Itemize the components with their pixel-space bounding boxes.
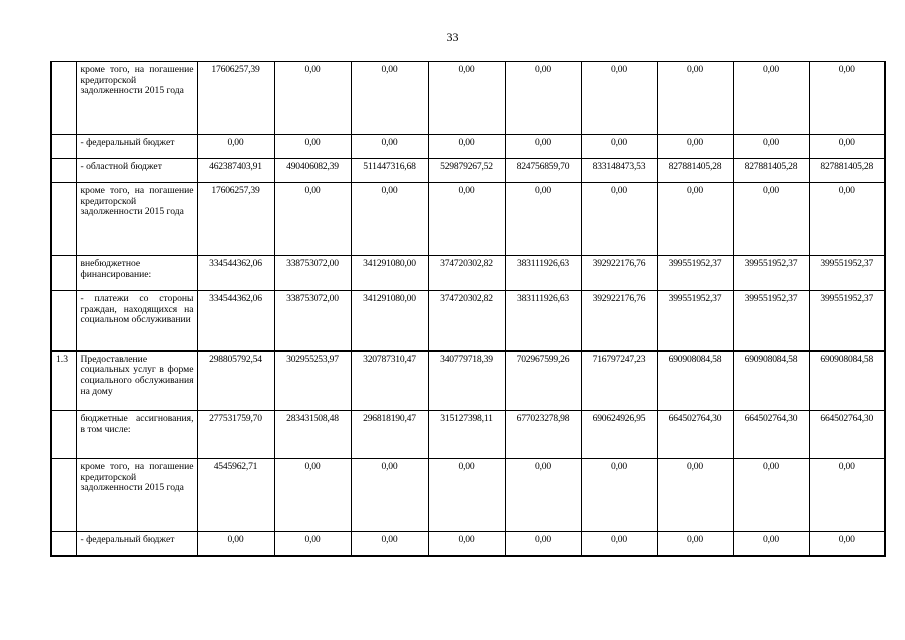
value-cell: 0,00 (274, 135, 351, 159)
value-cell: 338753072,00 (274, 256, 351, 291)
value-cell: 0,00 (581, 459, 657, 532)
value-cell: 341291080,00 (351, 291, 428, 351)
value-cell: 0,00 (657, 62, 733, 135)
table-row (51, 159, 885, 183)
row-label-cell: - областной бюджет (76, 159, 197, 183)
value-cell: 4545962,71 (197, 459, 274, 532)
value-cell: 0,00 (809, 183, 885, 256)
value-cell: 0,00 (657, 183, 733, 256)
row-label-cell: - федеральный бюджет (76, 532, 197, 556)
value-cell: 0,00 (351, 135, 428, 159)
row-number-cell (51, 135, 76, 159)
row-number-cell (51, 532, 76, 556)
value-cell: 334544362,06 (197, 291, 274, 351)
row-number-cell (51, 459, 76, 532)
table-row (51, 256, 885, 291)
table-row (51, 135, 885, 159)
value-cell: 827881405,28 (809, 159, 885, 183)
value-cell: 0,00 (274, 532, 351, 556)
value-cell: 0,00 (428, 135, 505, 159)
value-cell: 341291080,00 (351, 256, 428, 291)
value-cell: 0,00 (428, 532, 505, 556)
value-cell: 0,00 (274, 183, 351, 256)
value-cell: 0,00 (733, 532, 809, 556)
value-cell: 690908084,58 (733, 351, 809, 411)
value-cell: 0,00 (274, 459, 351, 532)
row-label-cell: бюджетные ассигнования, в том числе: (76, 411, 197, 459)
value-cell: 511447316,68 (351, 159, 428, 183)
value-cell: 0,00 (809, 532, 885, 556)
row-number-cell (51, 159, 76, 183)
value-cell: 0,00 (505, 459, 581, 532)
table-body (51, 62, 885, 556)
value-cell: 315127398,11 (428, 411, 505, 459)
value-cell: 334544362,06 (197, 256, 274, 291)
value-cell: 302955253,97 (274, 351, 351, 411)
row-number-cell (51, 256, 76, 291)
value-cell: 0,00 (733, 135, 809, 159)
value-cell: 490406082,39 (274, 159, 351, 183)
value-cell: 0,00 (428, 183, 505, 256)
value-cell: 0,00 (351, 532, 428, 556)
value-cell: 383111926,63 (505, 256, 581, 291)
page-number: 33 (446, 30, 459, 44)
value-cell: 296818190,47 (351, 411, 428, 459)
value-cell: 827881405,28 (733, 159, 809, 183)
value-cell: 0,00 (351, 459, 428, 532)
value-cell: 298805792,54 (197, 351, 274, 411)
value-cell: 0,00 (351, 183, 428, 256)
value-cell: 702967599,26 (505, 351, 581, 411)
value-cell: 0,00 (428, 62, 505, 135)
row-label-cell: - платежи со стороны граждан, находящихся на социальном обслуживании (76, 291, 197, 351)
value-cell: 0,00 (809, 135, 885, 159)
table-row (51, 459, 885, 532)
value-cell: 0,00 (657, 532, 733, 556)
value-cell: 0,00 (505, 62, 581, 135)
value-cell: 0,00 (505, 183, 581, 256)
value-cell: 17606257,39 (197, 183, 274, 256)
row-number-cell (51, 183, 76, 256)
table-row (51, 411, 885, 459)
value-cell: 392922176,76 (581, 291, 657, 351)
value-cell: 277531759,70 (197, 411, 274, 459)
value-cell: 690908084,58 (657, 351, 733, 411)
row-label-cell: внебюджетное финансирование: (76, 256, 197, 291)
value-cell: 0,00 (581, 135, 657, 159)
value-cell: 399551952,37 (733, 291, 809, 351)
value-cell: 677023278,98 (505, 411, 581, 459)
value-cell: 0,00 (197, 135, 274, 159)
budget-table (50, 61, 886, 557)
value-cell: 17606257,39 (197, 62, 274, 135)
value-cell: 0,00 (505, 532, 581, 556)
value-cell: 462387403,91 (197, 159, 274, 183)
value-cell: 399551952,37 (809, 256, 885, 291)
value-cell: 283431508,48 (274, 411, 351, 459)
value-cell: 399551952,37 (809, 291, 885, 351)
table-row (51, 532, 885, 556)
row-label-cell: кроме того, на погашение кредиторской задолженности 2015 года (76, 62, 197, 135)
value-cell: 0,00 (197, 532, 274, 556)
value-cell: 340779718,39 (428, 351, 505, 411)
value-cell: 0,00 (733, 62, 809, 135)
table-row (51, 62, 885, 135)
row-label-cell: кроме того, на погашение кредиторской задолженности 2015 года (76, 459, 197, 532)
value-cell: 664502764,30 (657, 411, 733, 459)
row-number-cell (51, 411, 76, 459)
value-cell: 374720302,82 (428, 256, 505, 291)
value-cell: 399551952,37 (657, 291, 733, 351)
value-cell: 0,00 (581, 62, 657, 135)
row-number-cell: 1.3 (51, 351, 76, 411)
value-cell: 0,00 (581, 183, 657, 256)
value-cell: 374720302,82 (428, 291, 505, 351)
value-cell: 0,00 (657, 459, 733, 532)
value-cell: 664502764,30 (809, 411, 885, 459)
value-cell: 824756859,70 (505, 159, 581, 183)
value-cell: 690624926,95 (581, 411, 657, 459)
table-row (51, 351, 885, 411)
row-number-cell (51, 62, 76, 135)
value-cell: 0,00 (274, 62, 351, 135)
table-row (51, 291, 885, 351)
value-cell: 320787310,47 (351, 351, 428, 411)
value-cell: 716797247,23 (581, 351, 657, 411)
value-cell: 529879267,52 (428, 159, 505, 183)
value-cell: 0,00 (809, 459, 885, 532)
value-cell: 0,00 (581, 532, 657, 556)
value-cell: 0,00 (428, 459, 505, 532)
value-cell: 392922176,76 (581, 256, 657, 291)
value-cell: 827881405,28 (657, 159, 733, 183)
value-cell: 0,00 (733, 459, 809, 532)
value-cell: 690908084,58 (809, 351, 885, 411)
value-cell: 0,00 (657, 135, 733, 159)
value-cell: 0,00 (809, 62, 885, 135)
value-cell: 0,00 (505, 135, 581, 159)
value-cell: 833148473,53 (581, 159, 657, 183)
value-cell: 0,00 (351, 62, 428, 135)
row-number-cell (51, 291, 76, 351)
value-cell: 664502764,30 (733, 411, 809, 459)
value-cell: 399551952,37 (733, 256, 809, 291)
value-cell: 338753072,00 (274, 291, 351, 351)
row-label-cell: Предоставление социальных услуг в форме социального обслуживания на дому (76, 351, 197, 411)
table-row (51, 183, 885, 256)
row-label-cell: - федеральный бюджет (76, 135, 197, 159)
value-cell: 0,00 (733, 183, 809, 256)
row-label-cell: кроме того, на погашение кредиторской задолженности 2015 года (76, 183, 197, 256)
value-cell: 399551952,37 (657, 256, 733, 291)
value-cell: 383111926,63 (505, 291, 581, 351)
